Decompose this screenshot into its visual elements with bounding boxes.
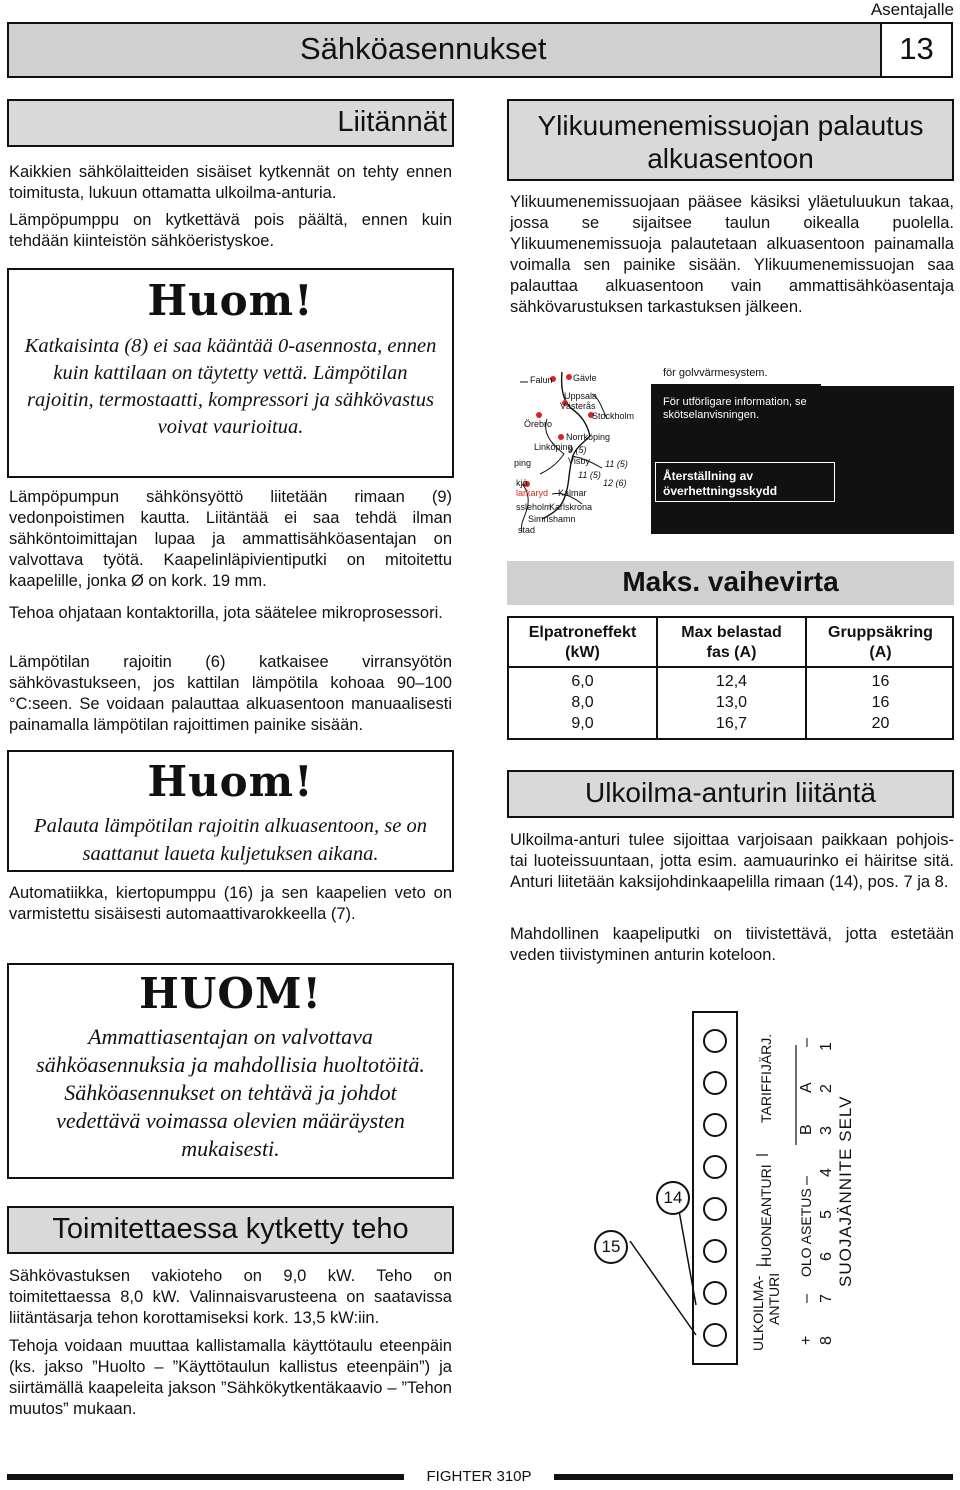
map-label: stad [518, 525, 536, 535]
row-divider [509, 666, 952, 668]
label-panel-notch [821, 364, 954, 386]
terminal-sign: – [798, 1038, 815, 1047]
liitannat-p1: Kaikkien sähkölaitteiden sisäiset kytkennät on tehty ennen toimitusta, lukuun ottamatta ulkoilma-anturia. [9, 163, 452, 202]
map-label: Norrköping [566, 432, 611, 442]
map-label: ping [514, 458, 532, 468]
map-dot [558, 434, 564, 440]
map-label: 11 (5) [605, 459, 628, 469]
table-cell: 16 [871, 673, 890, 690]
page-title: Sähköasennukset [300, 31, 547, 66]
map-label: Linköping [534, 442, 573, 452]
table-cell: 16 [871, 694, 890, 711]
map-label: Västerås [560, 401, 596, 411]
map-label: kjö [516, 478, 528, 488]
table-cell: 6,0 [571, 673, 594, 690]
map-label: Kalmar [558, 488, 587, 498]
liitannat-heading: Liitännät [337, 106, 447, 138]
label-line-2: För utförligare information, se skötselanvisningen. [663, 396, 807, 421]
liitannat-p2: Lämpöpumppu on kytkettävä pois päältä, ennen kuin tehdään kiinteistön sähköeristyskoe. [9, 211, 452, 250]
map-dot [536, 412, 542, 418]
table-cell: 20 [871, 715, 890, 732]
terminal-number: 4 [818, 1168, 835, 1177]
group-label-anturi: ANTURI [766, 1272, 782, 1325]
note1-title: Huom! [147, 276, 314, 325]
group-label-huoneanturi: HUONEANTURI [758, 1164, 774, 1267]
toimitus-p1: Sähkövastuksen vakioteho on 9,0 kW. Teho on toimitettaessa 8,0 kW. Valinnaisvarusteena on saatavissa liitäntäsarja tehon korottamiseksi kork. 13,5 kW:iin. [9, 1267, 452, 1327]
callout-lines [560, 1005, 880, 1375]
map-label: 11 (5) [578, 470, 601, 480]
map-label: Simrishamn [528, 514, 576, 524]
map-label: Falun [530, 375, 553, 385]
table-cell: 12,4 [715, 673, 748, 690]
map-dot [566, 374, 572, 380]
maks-heading: Maks. vaihevirta [622, 566, 839, 597]
ylikuumenemis-p1: Ylikuumenemissuojaan pääsee käsiksi yläetuluukun takaa, jossa se sijaitsee taulun oikealla puolella. Ylikuumenemissuoja palautetaan alkuasentoon painamalla voimalla sen painike sisään. Ylikuumenemissuojan saa palauttaa alkuasentoon vain ammattisähköasentaja sähkövarustuksen tarkastuksen jälkeen. [510, 193, 954, 316]
footer-model: FIGHTER 310P [426, 1468, 532, 1485]
note1-text: Katkaisinta (8) ei saa kääntää 0-asennosta, ennen kuin kattilaan on täytetty vettä. Lämpötilan rajoitin, termostaatti, kompressori ja sähkövastus voivat vaurioitua. [24, 335, 437, 438]
terminal-number: 6 [818, 1252, 835, 1261]
table-header: Max belastad fas (A) [681, 624, 782, 661]
table-cell: 13,0 [715, 694, 748, 711]
phase-current-table [507, 616, 954, 740]
terminal-number: 2 [818, 1084, 835, 1093]
ulkoilma-heading: Ulkoilma-anturin liitäntä [584, 777, 876, 808]
map-label: Visby [568, 456, 590, 466]
terminal-number: 5 [818, 1210, 835, 1219]
terminal-sign: B [798, 1124, 815, 1135]
terminal-diagram [560, 1005, 880, 1375]
map-label: Uppsala [564, 391, 598, 401]
ulkoilma-p2: Mahdollinen kaapeliputki on tiivistettävä, jotta estetään veden tiivistyminen anturin koteloon. [510, 925, 954, 964]
map-label: larkaryd [516, 488, 549, 498]
ylikuumenemis-heading-line2: alkuasentoon [647, 143, 814, 174]
table-header: Elpatroneffekt (kW) [528, 624, 637, 661]
selv-label: SUOJAJÄNNITE SELV [836, 1095, 855, 1287]
paragraph-rajoitin: Lämpötilan rajoitin (6) katkaisee virransyötön sähkövastukseen, jos kattilan lämpötila kohoaa 90–100 °C:seen. Se voidaan palauttaa alkuasentoon manuaalisesti painamalla lämpötilan rajoittimen painike sisään. [9, 653, 452, 734]
reset-label-line2: överhettningsskydd [663, 484, 778, 498]
terminal-number: 8 [818, 1336, 835, 1345]
section-label: Asentajalle [870, 0, 954, 19]
map-label: Örebro [524, 419, 553, 429]
page-number: 13 [899, 31, 934, 66]
table-cell: 9,0 [571, 715, 594, 732]
note2-text: Palauta lämpötilan rajoitin alkuasentoon, se on saattanut laueta kuljetuksen aikana. [34, 815, 427, 865]
map-illustration [512, 364, 650, 539]
note3-text: Ammattiasentajan on valvottava sähköasennuksia ja mahdollisia huoltotöitä. Sähköasennukset on tehtävä ja johdot vedettävä voimassa olevien määräysten mukaisesti. [36, 1024, 425, 1161]
terminal-sign: + [798, 1335, 815, 1345]
note2-title: Huom! [147, 757, 314, 806]
table-header: Gruppsäkring (A) [828, 624, 933, 661]
paragraph-kontaktori: Tehoa ohjataan kontaktorilla, jota säätelee mikroprosessori. [9, 604, 443, 622]
map-label: 9 (5) [568, 445, 587, 455]
ulkoilma-p1: Ulkoilma-anturi tulee sijoittaa varjoisaan paikkaan pohjois- tai luoteissuuntaan, jotta esim. aamuaurinko ei häiritse sitä. Anturi liitetään kaksijohdinkaapelilla rimaan (14), pos. 7 ja 8. [510, 831, 954, 891]
callout-14: 14 [656, 1181, 690, 1215]
group-label-tariffi: TARIFFIJÄRJ. [758, 1033, 774, 1123]
ylikuumenemis-heading-line1: Ylikuumenemissuojan palautus [537, 110, 924, 141]
terminal-sign: OLO ASETUS [798, 1188, 814, 1277]
label-panel-right [821, 386, 954, 534]
paragraph-automatiikka: Automatiikka, kiertopumppu (16) ja sen kaapelien veto on varmistettu sisäisesti automaattivarokkeella (7). [9, 884, 452, 923]
terminal-number: 3 [818, 1126, 835, 1135]
terminal-sign: – [798, 1294, 815, 1303]
table-cell: 16,7 [715, 715, 748, 732]
paragraph-sahkonsyotto: Lämpöpumpun sähkönsyöttö liitetään rimaan (9) vedonpoistimen kautta. Liitäntää ei saa tehdä ilman sähköntoimittajan lupaa ja ammattisähköasentajan on valvottava työtä. Kaapelinläpivientiputki on mitoitettu kaapelille, jonka Ø on kork. 19 mm. [9, 488, 452, 590]
map-label: Gävle [573, 373, 597, 383]
map-label: ssleholm [516, 502, 552, 512]
terminal-sign: – [798, 1176, 815, 1185]
terminal-sign: A [798, 1082, 815, 1093]
note3-title: HUOM! [139, 969, 322, 1018]
toimitus-p2: Tehoja voidaan muuttaa kallistamalla käyttötaulu eteenpäin (ks. jakso ”Huolto – ”Käyttötaulun kallistus eteenpäin”) ja siirtämällä kaapeleita jakson ”Sähkökytkentäkaavio – ”Tehon muutos” mukaan. [9, 1337, 452, 1418]
label-panel [651, 364, 821, 534]
callout-15: 15 [594, 1230, 628, 1264]
terminal-number: 7 [818, 1294, 835, 1303]
group-label-ulkoilma: ULKOILMA- [750, 1275, 766, 1351]
map-label: Karlskrona [549, 502, 593, 512]
map-label: Stockholm [592, 411, 635, 421]
terminal-number: 1 [818, 1042, 835, 1051]
toimitus-heading: Toimitettaessa kytketty teho [52, 1213, 409, 1245]
reset-label-line1: Återställning av [663, 469, 754, 483]
label-line-1: för golvvärmesystem. [663, 367, 768, 379]
table-cell: 8,0 [571, 694, 594, 711]
map-label: 12 (6) [603, 478, 627, 488]
